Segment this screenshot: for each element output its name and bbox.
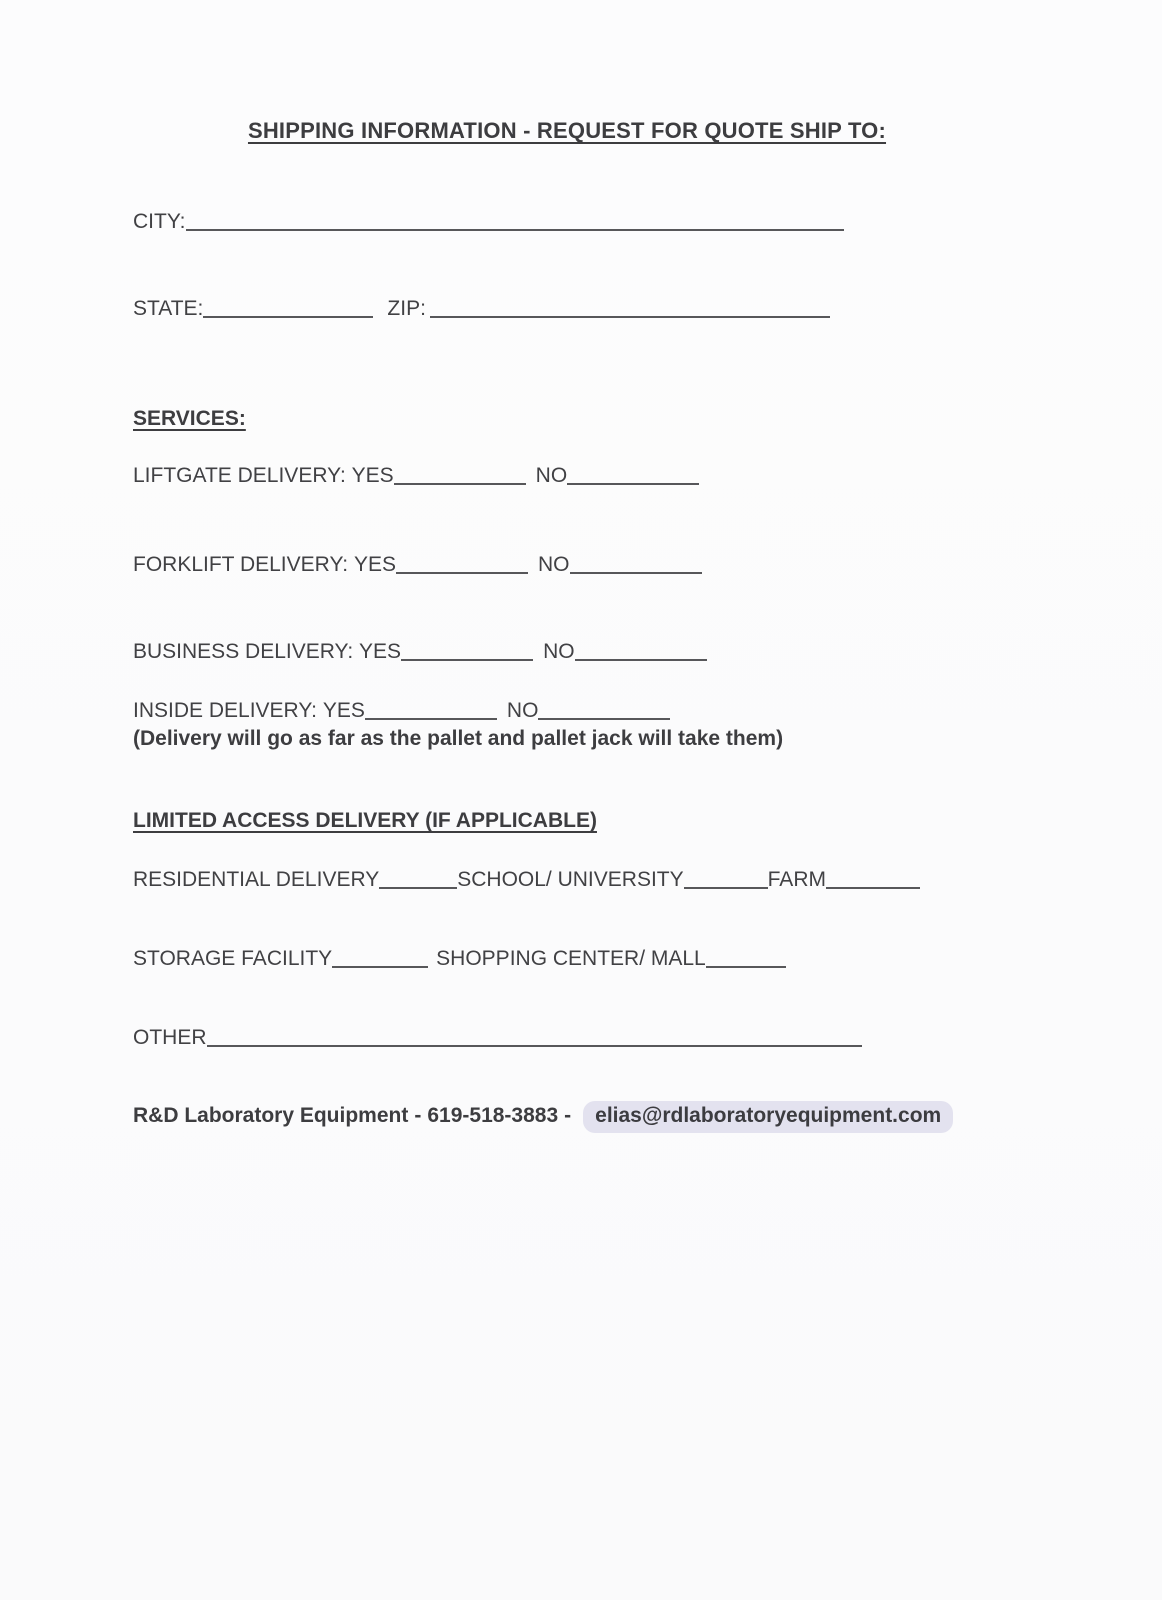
company-name: R&D Laboratory Equipment: [133, 1104, 409, 1127]
inside-delivery-note: (Delivery will go as far as the pallet and pallet jack will take them): [133, 727, 784, 750]
farm-label: FARM: [767, 868, 826, 891]
storage-facility-label: STORAGE FACILITY: [133, 947, 333, 970]
forklift-yes-line[interactable]: [396, 552, 528, 574]
state-input-line[interactable]: [203, 296, 373, 318]
no-label: NO: [506, 699, 539, 722]
business-no-line[interactable]: [575, 639, 707, 661]
services-heading-row: [133, 406, 1102, 432]
service-label: INSIDE DELIVERY:: [133, 699, 318, 722]
no-label: NO: [543, 640, 575, 663]
phone-number: 619-518-3883: [427, 1104, 559, 1127]
residential-delivery-label: RESIDENTIAL DELIVERY: [133, 868, 380, 891]
shopping-center-line[interactable]: [706, 946, 786, 968]
inside-no-line[interactable]: [538, 698, 670, 720]
liftgate-no-line[interactable]: [567, 463, 699, 485]
service-row-forklift: [133, 549, 1102, 578]
no-label: NO: [535, 464, 568, 487]
business-yes-line[interactable]: [401, 639, 533, 661]
state-zip-row: [133, 293, 1102, 322]
yes-label: YES: [322, 699, 365, 722]
service-row-liftgate: [133, 460, 1102, 489]
storage-facility-line[interactable]: [332, 946, 428, 968]
service-row-inside: [133, 695, 1102, 724]
limited-access-row-1: [133, 864, 1102, 893]
other-row: [133, 1022, 1102, 1051]
service-label: LIFTGATE DELIVERY:: [133, 464, 346, 487]
limited-access-row-2: [133, 943, 1102, 972]
school-university-label: SCHOOL/ UNIVERSITY: [457, 868, 684, 891]
yes-label: YES: [353, 553, 397, 576]
page-title: SHIPPING INFORMATION - REQUEST FOR QUOTE SHIP TO:: [247, 118, 887, 143]
form-content: [0, 206, 1162, 1133]
limited-access-heading-row: [133, 808, 1102, 834]
title-row: [0, 118, 1148, 144]
services-heading: SERVICES:: [133, 407, 246, 430]
farm-line[interactable]: [826, 867, 920, 889]
liftgate-yes-line[interactable]: [394, 463, 526, 485]
email-link[interactable]: elias@rdlaboratoryequipment.com: [583, 1101, 953, 1133]
other-label: OTHER: [133, 1026, 207, 1049]
yes-label: YES: [351, 464, 394, 487]
other-line[interactable]: [207, 1025, 862, 1047]
forklift-no-line[interactable]: [570, 552, 702, 574]
residential-delivery-line[interactable]: [379, 867, 457, 889]
inside-yes-line[interactable]: [365, 698, 497, 720]
zip-label: ZIP:: [387, 297, 426, 320]
city-row: [133, 206, 1102, 235]
no-label: NO: [538, 553, 570, 576]
footer-dash: -: [564, 1104, 572, 1127]
shopping-center-label: SHOPPING CENTER/ MALL: [436, 947, 706, 970]
school-university-line[interactable]: [684, 867, 768, 889]
footer: [133, 1101, 1102, 1133]
service-label: FORKLIFT DELIVERY:: [133, 553, 349, 576]
city-label: CITY:: [133, 210, 186, 233]
limited-access-heading: LIMITED ACCESS DELIVERY (IF APPLICABLE): [133, 809, 597, 832]
yes-label: YES: [359, 640, 402, 663]
city-input-line[interactable]: [186, 209, 844, 231]
state-label: STATE:: [133, 297, 204, 320]
service-label: BUSINESS DELIVERY:: [133, 640, 354, 663]
zip-input-line[interactable]: [430, 296, 830, 318]
service-row-business: [133, 636, 1102, 665]
footer-dash: -: [414, 1104, 422, 1127]
